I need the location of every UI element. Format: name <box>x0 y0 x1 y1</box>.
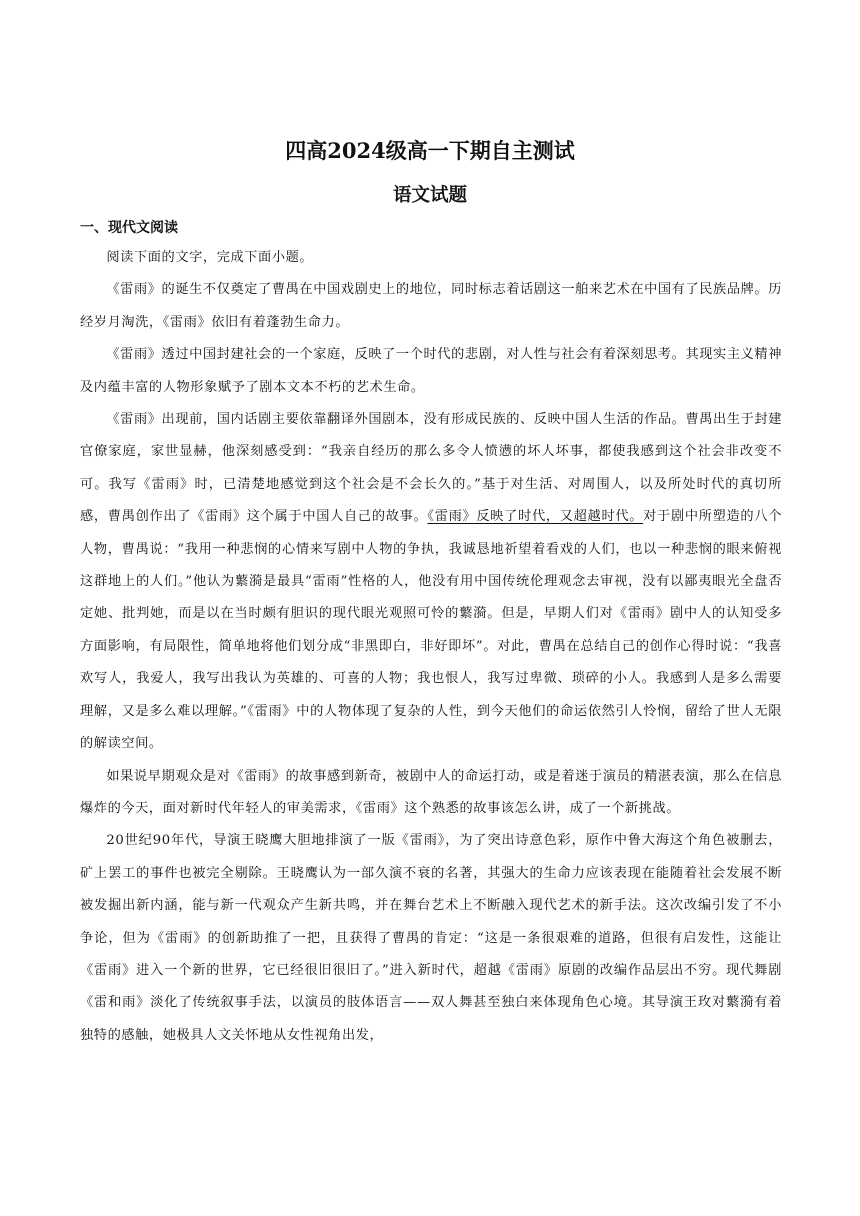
paragraph-3-part-2: 对于剧中所塑造的八个人物，曹禺说：“我用一种悲悯的心情来写剧中人物的争执，我诚恳地祈望着看戏的人们，也以一种悲悯的眼来俯视这群地上的人们。”他认为蘩漪是最具“雷雨”性格的人，他没有用中国传统伦理观念去审视，没有以鄙夷眼光全盘否定她、批判她，而是以在当时颇有胆识的现代眼光观照可怜的蘩漪。但是，早期人们对《雷雨》剧中人的认知受多方面影响，有局限性，简单地将他们划分成“非黑即白，非好即坏”。对此，曹禺在总结自己的创作心得时说：“我喜欢写人，我爱人，我写出我认为英雄的、可喜的人物；我也恨人，我写过卑微、琐碎的小人。我感到人是多么需要理解，又是多么难以理解。”《雷雨》中的人物体现了复杂的人性，到今天他们的命运依然引人怜悯，留给了世人无限的解读空间。 <box>80 509 783 752</box>
exam-subtitle: 语文试题 <box>392 185 467 206</box>
reading-passage <box>80 242 782 1052</box>
instruction-text: 阅读下面的文字，完成下面小题。 <box>106 250 314 265</box>
paragraph-2: 《雷雨》透过中国封建社会的一个家庭，反映了一个时代的悲剧，对人性与社会有着深刻思考。其现实主义精神及内蕴丰富的人物形象赋予了剧本文本不朽的艺术生命。 <box>80 347 782 395</box>
section-heading: 一、现代文阅读 <box>80 220 178 236</box>
paragraph-3 <box>80 404 782 760</box>
exam-title: 四高2024级高一下期自主测试 <box>285 138 575 163</box>
paragraph-4: 如果说早期观众是对《雷雨》的故事感到新奇，被剧中人的命运打动，或是着迷于演员的精湛表演，那么在信息爆炸的今天，面对新时代年轻人的审美需求，《雷雨》这个熟悉的故事该怎么讲，成了一个新挑战。 <box>80 768 782 816</box>
paragraph-1: 《雷雨》的诞生不仅奠定了曹禺在中国戏剧史上的地位，同时标志着话剧这一舶来艺术在中国有了民族品牌。历经岁月淘洗，《雷雨》依旧有着蓬勃生命力。 <box>80 282 782 330</box>
underlined-sentence: 《雷雨》反映了时代，又超越时代。 <box>427 509 644 525</box>
paragraph-5: 20世纪90年代，导演王晓鹰大胆地排演了一版《雷雨》，为了突出诗意色彩，原作中鲁大海这个角色被删去，矿上罢工的事件也被完全剔除。王晓鹰认为一部久演不衰的名著，其强大的生命力应该表现在能随着社会发展不断被发掘出新内涵，能与新一代观众产生新共鸣，并在舞台艺术上不断融入现代艺术的新手法。这次改编引发了不小争论，但为《雷雨》的创新助推了一把，且获得了曹禺的肯定：“这是一条很艰难的道路，但很有启发性，这能让《雷雨》进入一个新的世界，它已经很旧很旧了。”进入新时代，超越《雷雨》原剧的改编作品层出不穷。现代舞剧《雷和雨》淡化了传统叙事手法，以演员的肢体语言——双人舞甚至独白来体现角色心境。其导演王玫对蘩漪有着独特的感触，她极具人文关怀地从女性视角出发， <box>80 833 782 1043</box>
paragraph-3-part-1: 《雷雨》出现前，国内话剧主要依靠翻译外国剧本，没有形成民族的、反映中国人生活的作品。曹禺出生于封建官僚家庭，家世显赫，他深刻感受到：“我亲自经历的那么多令人愤懑的坏人坏事，都使我感到这个社会非改变不可。我写《雷雨》时，已清楚地感觉到这个社会是不会长久的。”基于对生活、对周围人，以及所处时代的真切所感，曹禺创作出了《雷雨》这个属于中国人自己的故事。 <box>80 412 782 525</box>
